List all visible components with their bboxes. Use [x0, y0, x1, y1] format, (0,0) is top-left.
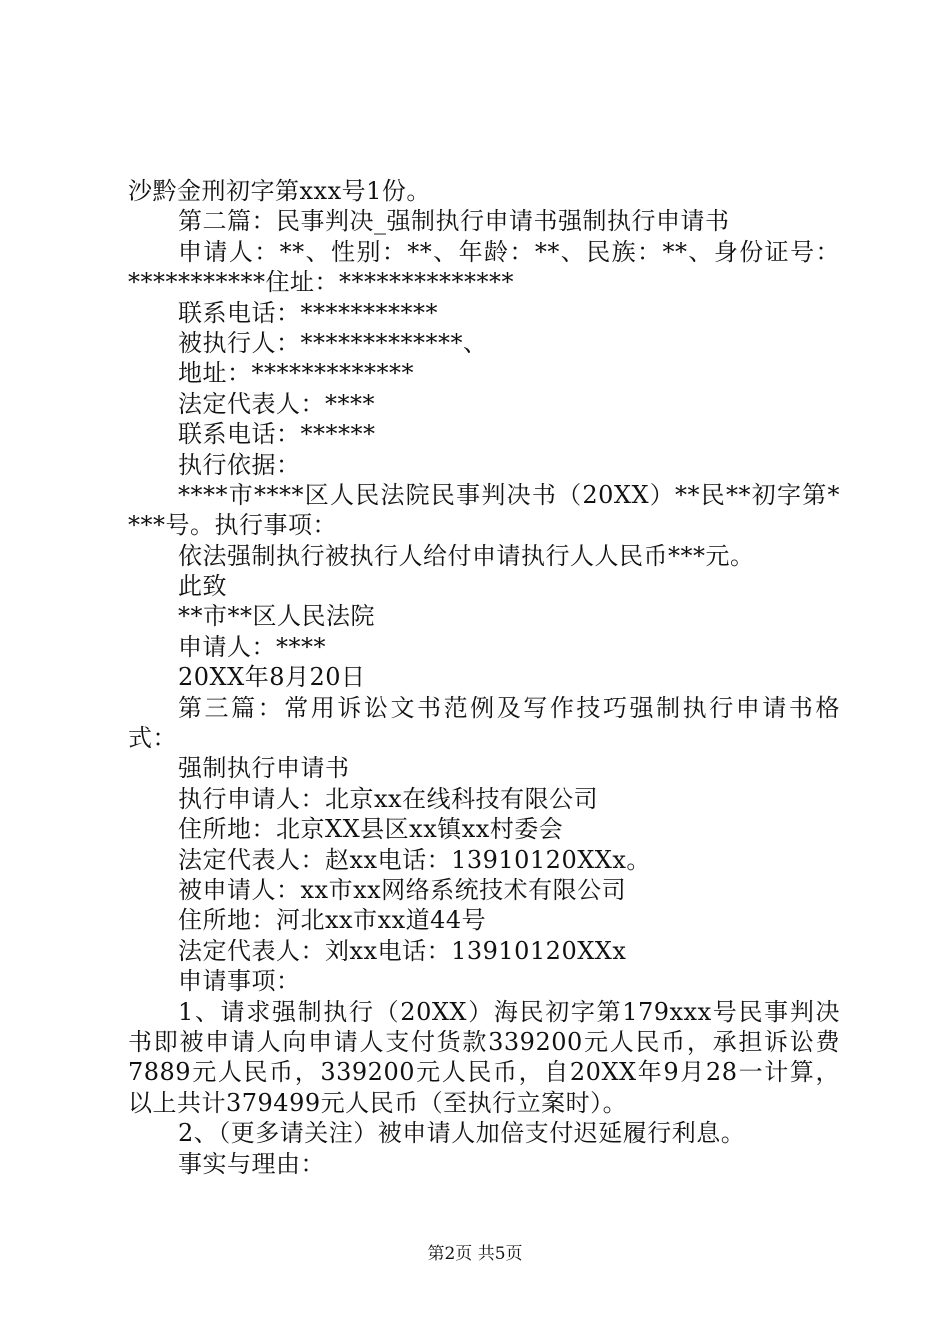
text-line: 1、请求强制执行（20XX）海民初字第179xxx号民事判决	[178, 997, 840, 1026]
section-heading: 第二篇：民事判决_强制执行申请书强制执行申请书	[178, 207, 730, 236]
text-line: 式：	[128, 724, 177, 753]
text-line: 执行申请人：北京xx在线科技有限公司	[178, 784, 599, 813]
text-line: 书即被申请人向申请人支付货款339200元人民币，承担诉讼费	[128, 1027, 840, 1056]
text-line: 沙黔金刑初字第xxx号1份。	[128, 177, 431, 205]
section-heading: 第三篇：常用诉讼文书范例及写作技巧强制执行申请书格	[178, 693, 840, 722]
text-line: 申请人：**、性别：**、年龄：**、民族：**、身份证号：	[178, 237, 840, 266]
text-line: 以上共计379499元人民币（至执行立案时）。	[128, 1088, 628, 1117]
text-line: 执行依据：	[178, 450, 301, 479]
text-line: 被申请人：xx市xx网络系统技术有限公司	[178, 875, 627, 904]
text-line: 法定代表人：****	[178, 389, 375, 418]
text-line: 此致	[178, 572, 227, 601]
text-line: 联系电话：******	[178, 420, 376, 449]
document-body	[128, 176, 840, 1179]
text-line: ****市****区人民法院民事判决书（20XX）**民**初字第*	[178, 480, 840, 509]
text-line: 7889元人民币，339200元人民币，自20XX年9月28一计算，	[128, 1058, 840, 1087]
text-line: 法定代表人：刘xx电话：13910120XXx	[178, 936, 627, 965]
text-line: 法定代表人：赵xx电话：13910120XXx。	[178, 845, 651, 874]
text-line: 被执行人：*************、	[178, 328, 488, 357]
text-line: 住所地：北京XX县区xx镇xx村委会	[178, 815, 564, 844]
text-line: 地址：*************	[178, 359, 414, 388]
text-line: **市**区人民法院	[178, 602, 375, 631]
text-line: ***********住址：**************	[128, 268, 514, 297]
text-line: 住所地：河北xx市xx道44号	[178, 906, 487, 935]
text-line: 依法强制执行被执行人给付申请执行人人民币***元。	[178, 541, 755, 570]
text-line: 事实与理由：	[178, 1149, 325, 1178]
document-title: 强制执行申请书	[178, 754, 350, 783]
text-line: 2、（更多请关注）被申请人加倍支付迟延履行利息。	[178, 1119, 746, 1148]
date-line: 20XX年8月20日	[178, 663, 366, 692]
text-line: 联系电话：***********	[178, 298, 438, 327]
text-line: ***号。执行事项：	[128, 511, 337, 540]
text-line: 申请人：****	[178, 632, 326, 661]
text-line: 申请事项：	[178, 967, 301, 996]
page-number-footer: 第2页 共5页	[427, 1244, 523, 1264]
